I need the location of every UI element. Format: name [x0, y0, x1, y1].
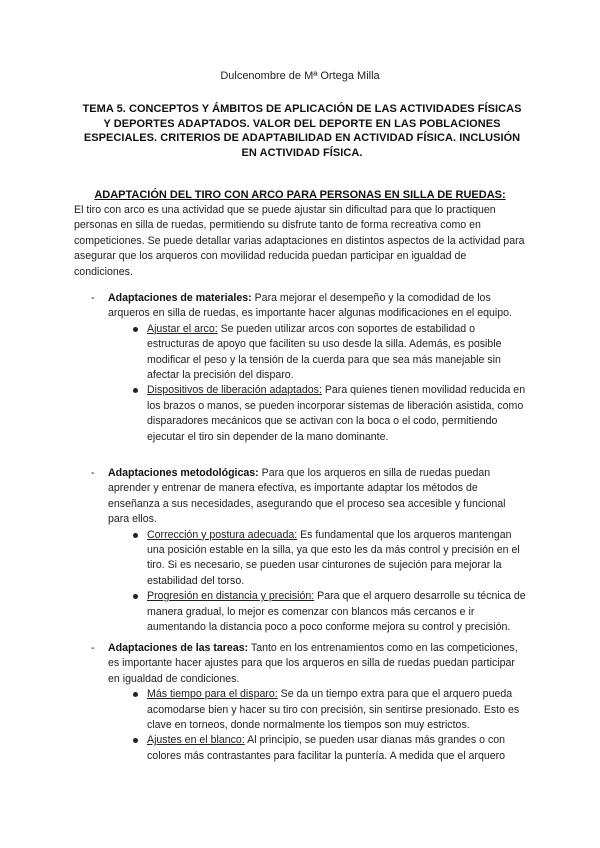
bullet-icon [133, 692, 138, 697]
item-text: Se da un tiempo extra para que el arquero pueda acomodarse bien y hacer su tiro con precisión, sin sentirse presionado. Esto es clave en torneos, donde normalmente los tiempos son muy estrictos. [147, 688, 520, 732]
list-dash: - [91, 467, 95, 479]
list-item [147, 322, 526, 384]
intro-paragraph: El tiro con arco es una actividad que se puede ajustar sin dificultad para que lo practiquen personas en silla de ruedas, permitiendo su disfrute tanto de forma recreativa como en competiciones. Se puede detallar varias adaptaciones en distintos aspectos de la actividad para asegurar que los arqueros con movilidad reducida puedan participar en igualdad de condiciones. [74, 204, 525, 278]
section-title: Adaptaciones de materiales: [108, 292, 252, 304]
section-text: Para mejorar el desempeño y la comodidad de los arqueros en silla de ruedas, es importante hacer algunas modificaciones en el equipo. [108, 292, 512, 320]
list-item [147, 528, 526, 590]
item-term: Dispositivos de liberación adaptados: [147, 384, 322, 397]
section-heading: ADAPTACIÓN DEL TIRO CON ARCO PARA PERSONAS EN SILLA DE RUEDAS: [94, 189, 506, 201]
list-item [147, 589, 526, 635]
section-metodologicas [74, 466, 526, 635]
section-materiales [74, 291, 526, 445]
list-item [147, 733, 526, 764]
section-lead [108, 291, 526, 322]
list-dash: - [91, 642, 95, 654]
bullet-icon [133, 388, 138, 393]
section-tareas [74, 641, 526, 764]
item-term: Ajustar el arco: [147, 322, 218, 335]
author-name: Dulcenombre de Mª Ortega Milla [220, 70, 380, 82]
section-lead [108, 641, 526, 687]
item-text: Se pueden utilizar arcos con soportes de estabilidad o estructuras de apoyo que faciliten su uso desde la silla. Además, es posible modificar el peso y la tensión de la cuerda para que sea más manejable sin afectar la precisión del disparo. [147, 322, 502, 382]
item-text: Para quienes tienen movilidad reducida en los brazos o manos, se pueden incorporar sistemas de liberación asistida, como disparadores mecánicos que se activan con la boca o el codo, permitiendo ejecutar el tiro sin depender de la mano dominante. [147, 384, 526, 443]
bullet-icon [133, 533, 138, 538]
section-title: Adaptaciones metodológicas: [108, 467, 259, 479]
list-dash: - [91, 292, 95, 304]
item-text: Al principio, se pueden usar dianas más grandes o con colores más contrastantes para facilitar la puntería. A medida que el arquero [147, 734, 506, 762]
item-term: Más tiempo para el disparo: [147, 688, 278, 701]
bullet-icon [133, 327, 138, 332]
item-term: Progresión en distancia y precisión: [147, 590, 315, 603]
section-text: Tanto en los entrenamientos como en las competiciones, es importante hacer ajustes para que los arqueros en silla de ruedas puedan participar en igualdad de condiciones. [108, 642, 518, 685]
bullet-icon [133, 594, 138, 599]
item-text: Para que el arquero desarrolle su técnica de manera gradual, lo mejor es comenzar con blancos más cercanos e ir aumentando la distancia poco a poco conforme mejora su control y precisión. [147, 590, 526, 634]
list-item [147, 687, 526, 733]
item-term: Ajustes en el blanco: [147, 734, 245, 747]
document-title: TEMA 5. CONCEPTOS Y ÁMBITOS DE APLICACIÓN DE LAS ACTIVIDADES FÍSICAS Y DEPORTES ADAPTADOS. VALOR DEL DEPORTE EN LAS POBLACIONES ESPECIALES. CRITERIOS DE ADAPTABILIDAD EN ACTIVIDAD FÍSICA. INCLUSIÓN EN ACTIVIDAD FÍSICA. [82, 103, 522, 159]
bullet-icon [133, 738, 138, 743]
list-item [147, 383, 526, 445]
section-title: Adaptaciones de las tareas: [108, 642, 249, 654]
item-text: Es fundamental que los arqueros mantengan una posición estable en la silla, ya que esto les da más control y precisión en el tiro. Si es necesario, se pueden usar cinturones de sujeción para mejorar la estabilidad del torso. [147, 528, 520, 587]
item-term: Corrección y postura adecuada: [147, 528, 298, 541]
section-text: Para que los arqueros en silla de ruedas puedan aprender y entrenar de manera efectiva, es importante adaptar los métodos de enseñanza a sus necesidades, asegurando que el proceso sea accesible y funcional para ellos. [108, 467, 506, 526]
section-lead [108, 466, 526, 528]
